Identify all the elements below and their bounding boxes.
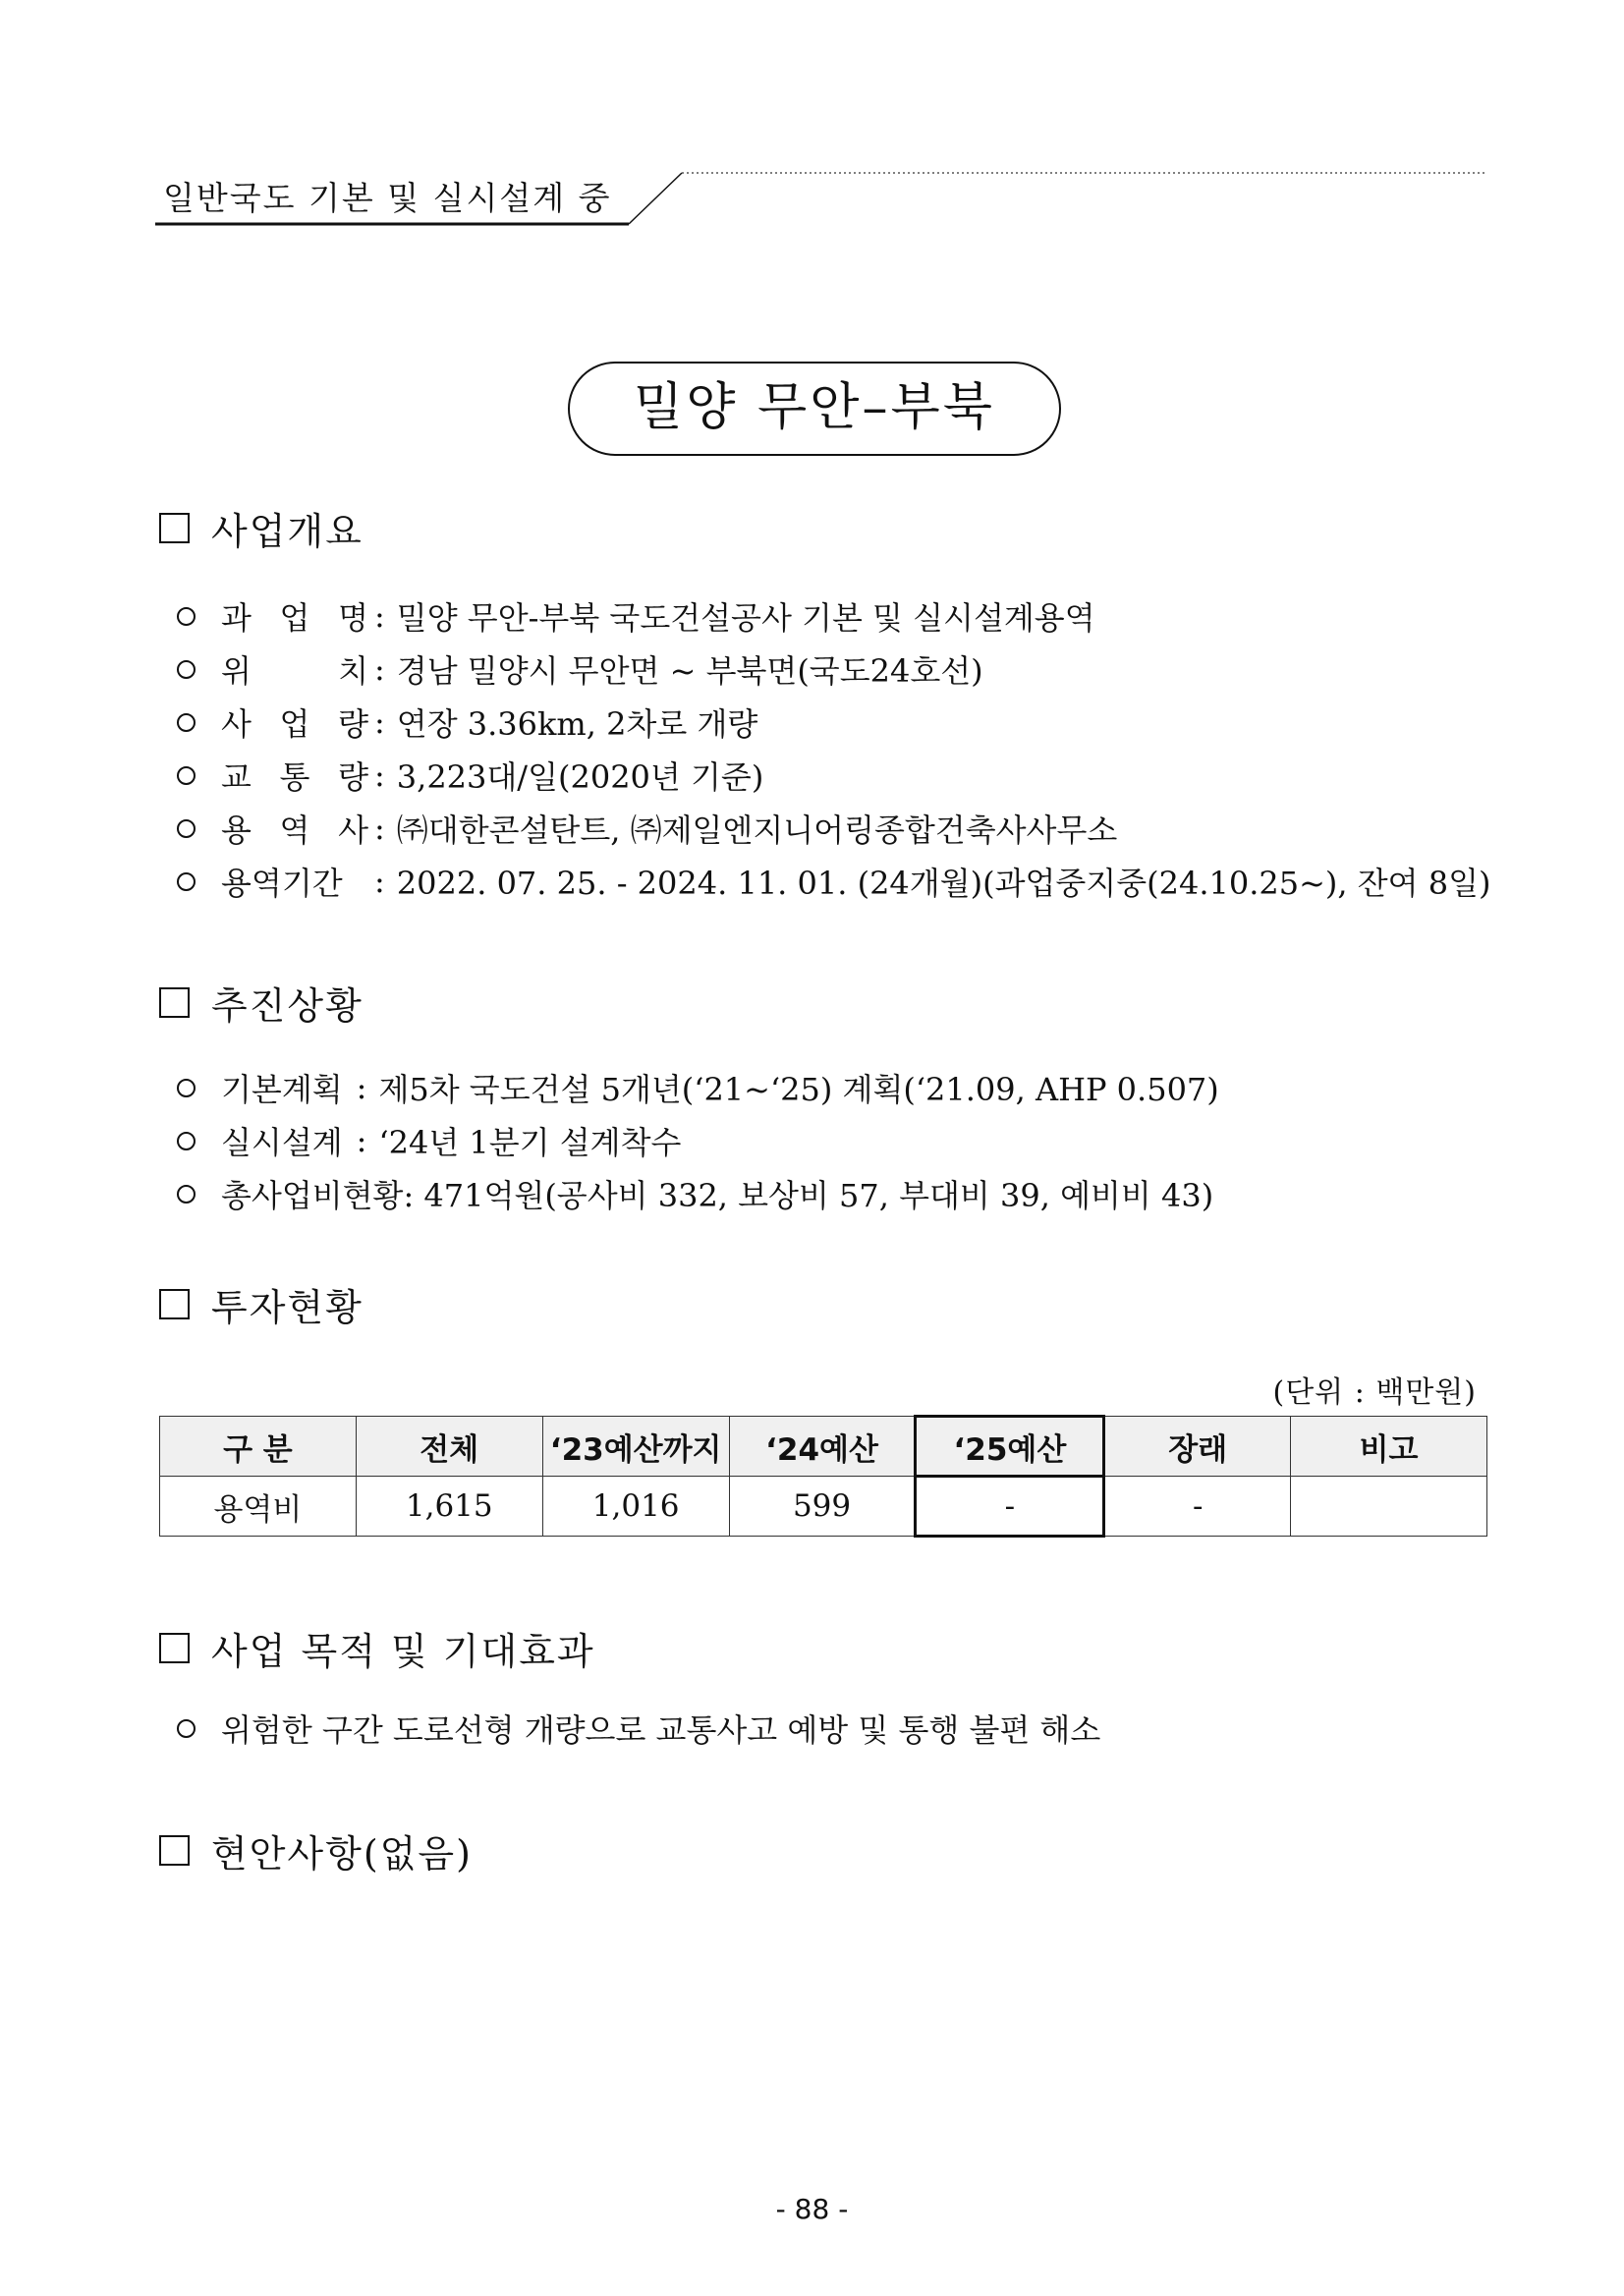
item-value: 제5차 국도건설 5개년(‘21~‘25) 계획(‘21.09, AHP 0.507) (378, 1071, 1219, 1108)
checkbox-square-icon (159, 1289, 190, 1319)
circle-bullet-icon (177, 819, 196, 838)
section-title: 투자현황 (211, 1285, 364, 1329)
circle-bullet-icon (177, 766, 196, 785)
section-title: 현안사항(없음) (211, 1831, 473, 1876)
checkbox-square-icon (159, 513, 190, 543)
table-cell: - (916, 1477, 1104, 1537)
page-title: 밀양 무안–부북 (568, 362, 1061, 456)
table-cell (1291, 1477, 1487, 1537)
list-item: 사 업 량 : 연장 3.36km, 2차로 개량 (177, 696, 1491, 749)
list-item: 기본계획 : 제5차 국도건설 5개년(‘21~‘25) 계획(‘21.09, AHP 0.507) (177, 1061, 1219, 1114)
table-header-row (160, 1417, 1487, 1477)
column-header: 전체 (356, 1417, 542, 1477)
item-label: 사 업 량 (221, 705, 368, 743)
item-label: 위 치 (221, 652, 368, 690)
item-text: 위험한 구간 도로선형 개량으로 교통사고 예방 및 통행 불편 해소 (221, 1711, 1101, 1749)
table-cell: 599 (729, 1477, 916, 1537)
circle-bullet-icon (177, 607, 196, 626)
table-cell: 1,016 (542, 1477, 729, 1537)
item-label: 용역기간 (221, 865, 343, 902)
section-title: 사업 목적 및 기대효과 (211, 1629, 595, 1673)
section-overview-heading (159, 503, 364, 552)
table-row (160, 1477, 1487, 1537)
item-value: 2022. 07. 25. - 2024. 11. 01. (24개월)(과업중지중(24.10.25~), 잔여 8일) (396, 865, 1491, 902)
section-purpose-heading (159, 1623, 595, 1672)
column-header: ‘24예산 (729, 1417, 916, 1477)
list-item: 용 역 사 : ㈜대한콘설탄트, ㈜제일엔지니어링종합건축사사무소 (177, 802, 1491, 855)
page-number: - 88 - (775, 2193, 849, 2225)
column-header: 장래 (1104, 1417, 1291, 1477)
item-value: 3,223대/일(2020년 기준) (396, 758, 764, 796)
checkbox-square-icon (159, 1633, 190, 1663)
column-header: 구 분 (160, 1417, 357, 1477)
item-value: ㈜대한콘설탄트, ㈜제일엔지니어링종합건축사사무소 (396, 812, 1118, 849)
item-label: 과 업 명 (221, 599, 368, 637)
circle-bullet-icon (177, 1719, 196, 1738)
section-investment-heading (159, 1279, 364, 1328)
circle-bullet-icon (177, 1079, 196, 1097)
section-progress-heading (159, 978, 364, 1027)
item-text: 총사업비현황: 471억원(공사비 332, 보상비 57, 부대비 39, 예비비 43) (221, 1177, 1214, 1214)
item-value: 밀양 무안-부북 국도건설공사 기본 및 실시설계용역 (396, 599, 1095, 637)
circle-bullet-icon (177, 872, 196, 891)
list-item: 위 치 : 경남 밀양시 무안면 ~ 부북면(국도24호선) (177, 643, 1491, 696)
header-category: 일반국도 기본 및 실시설계 중 (163, 179, 612, 217)
item-label: 교 통 량 (221, 758, 368, 796)
purpose-list (177, 1702, 1100, 1755)
progress-list (177, 1061, 1219, 1220)
column-header: ‘25예산 (916, 1417, 1104, 1477)
list-item (177, 1702, 1100, 1755)
circle-bullet-icon (177, 713, 196, 732)
section-issues-heading (159, 1825, 473, 1875)
section-title: 추진상황 (211, 983, 364, 1028)
overview-list (177, 589, 1491, 908)
item-value: 연장 3.36km, 2차로 개량 (396, 705, 758, 743)
circle-bullet-icon (177, 1185, 196, 1204)
item-value: 경남 밀양시 무안면 ~ 부북면(국도24호선) (396, 652, 983, 690)
list-item: 교 통 량 : 3,223대/일(2020년 기준) (177, 749, 1491, 802)
list-item (177, 1167, 1219, 1220)
unit-label: (단위 : 백만원) (1272, 1375, 1477, 1410)
column-header: ‘23예산까지 (542, 1417, 729, 1477)
table-cell: 용역비 (160, 1477, 357, 1537)
circle-bullet-icon (177, 660, 196, 679)
column-header: 비고 (1291, 1417, 1487, 1477)
circle-bullet-icon (177, 1132, 196, 1150)
list-item: 실시설계 : ‘24년 1분기 설계착수 (177, 1114, 1219, 1167)
checkbox-square-icon (159, 1835, 190, 1866)
item-value: ‘24년 1분기 설계착수 (378, 1124, 682, 1161)
list-item: 과 업 명 : 밀양 무안-부북 국도건설공사 기본 및 실시설계용역 (177, 589, 1491, 643)
table-cell: 1,615 (356, 1477, 542, 1537)
checkbox-square-icon (159, 987, 190, 1018)
item-label: 용 역 사 (221, 812, 368, 849)
item-label: 실시설계 (221, 1124, 343, 1161)
investment-table (159, 1415, 1487, 1538)
item-label: 기본계획 (221, 1071, 343, 1108)
section-title: 사업개요 (211, 509, 364, 553)
table-cell: - (1104, 1477, 1291, 1537)
list-item: 용역기간 : 2022. 07. 25. - 2024. 11. 01. (24개월)(과업중지중(24.10.25~), 잔여 8일) (177, 855, 1491, 908)
